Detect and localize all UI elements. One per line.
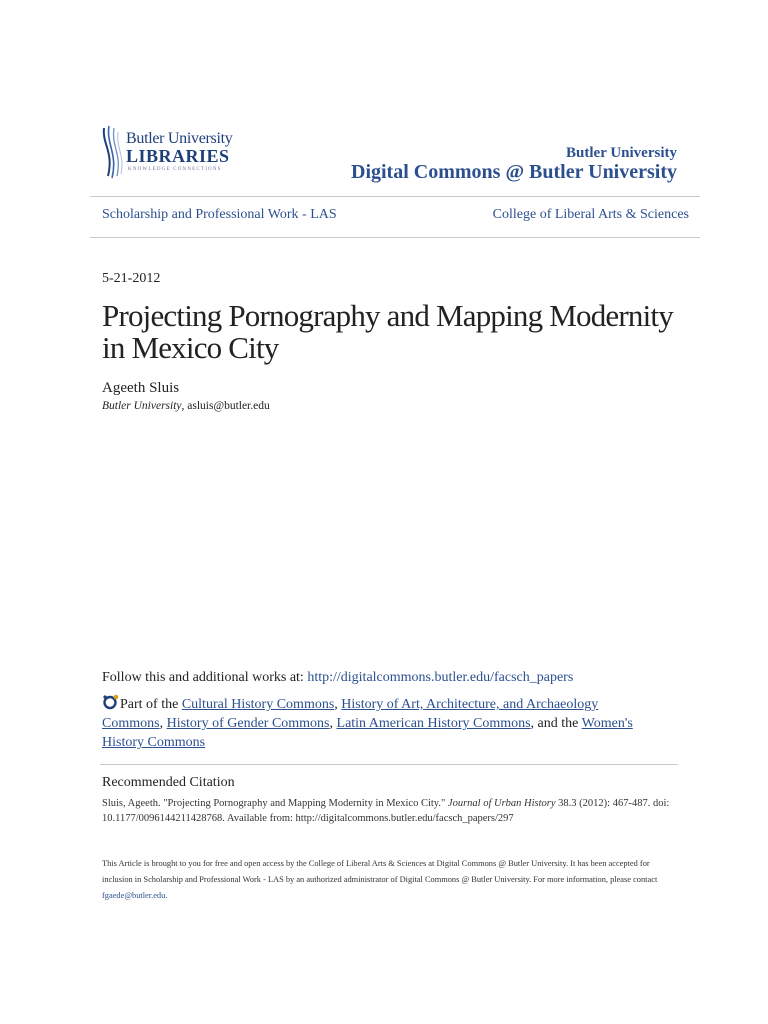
commons-link-gender[interactable]: History of Gender Commons xyxy=(166,716,330,731)
commons-link-cultural-history[interactable]: Cultural History Commons xyxy=(181,697,335,712)
follow-url-link[interactable]: http://digitalcommons.butler.edu/facsch_papers xyxy=(307,670,574,685)
breadcrumb-series-link[interactable]: Scholarship and Professional Work - LAS xyxy=(102,207,337,222)
divider-breadcrumb xyxy=(90,237,700,238)
citation-text xyxy=(102,796,672,826)
butler-libraries-logo xyxy=(100,124,233,180)
commons-link-latin-american[interactable]: Latin American History Commons xyxy=(336,716,531,731)
follow-label: Follow this and additional works at: xyxy=(102,670,308,685)
divider-top xyxy=(90,196,700,197)
commons-network-icon xyxy=(102,694,119,710)
publication-date: 5-21-2012 xyxy=(102,271,161,286)
affiliation-email: , asluis@butler.edu xyxy=(181,400,270,412)
citation-post: 38.3 (2012): 467-487. doi: 10.1177/0096144211428768. Available from: http://digitalcommons.butler.edu/facsch_papers/297 xyxy=(102,798,670,824)
logo-line1: Butler University xyxy=(126,130,233,147)
separator-and-the: , and the xyxy=(530,716,582,731)
separator: , xyxy=(334,697,342,712)
affiliation-institution: Butler University xyxy=(102,400,182,412)
access-notice xyxy=(102,856,672,904)
commons-link-womens-history[interactable]: Women's History Commons xyxy=(102,716,633,750)
logo-tagline: KNOWLEDGE CONNECTIONS xyxy=(128,167,222,172)
article-title: Projecting Pornography and Mapping Modernity in Mexico City xyxy=(102,298,673,365)
separator: , xyxy=(329,716,337,731)
part-of-commons xyxy=(102,694,662,752)
commons-link-art-architecture[interactable]: History of Art, Architecture, and Archaeology Commons xyxy=(102,697,599,731)
recommended-citation-heading: Recommended Citation xyxy=(102,775,235,790)
follow-line xyxy=(102,670,573,686)
divider-citation xyxy=(100,764,678,765)
contact-email-link[interactable]: fgaede@butler.edu xyxy=(102,891,166,900)
citation-pre: Sluis, Ageeth. "Projecting Pornography and Mapping Modernity in Mexico City." xyxy=(102,798,448,809)
author-affiliation xyxy=(102,400,270,412)
repository-name-link[interactable]: Digital Commons @ Butler University xyxy=(351,161,677,183)
org-name-link[interactable]: Butler University xyxy=(566,145,677,161)
breadcrumb-college-link[interactable]: College of Liberal Arts & Sciences xyxy=(492,207,689,222)
citation-journal: Journal of Urban History xyxy=(447,798,556,809)
access-notice-end: . xyxy=(165,891,168,900)
part-of-prefix: Part of the xyxy=(120,697,182,712)
separator: , xyxy=(159,716,167,731)
logo-line2: LIBRARIES xyxy=(126,146,230,166)
access-notice-text: This Article is brought to you for free and open access by the College of Liberal Arts & Sciences at Digital Commons @ Butler University. It has been accepted for inclusion in Scholarship and Professional Work - LAS by an authorized administrator of Digital Commons @ Butler University. For more information, please contact xyxy=(102,859,658,884)
author-name: Ageeth Sluis xyxy=(102,380,180,396)
